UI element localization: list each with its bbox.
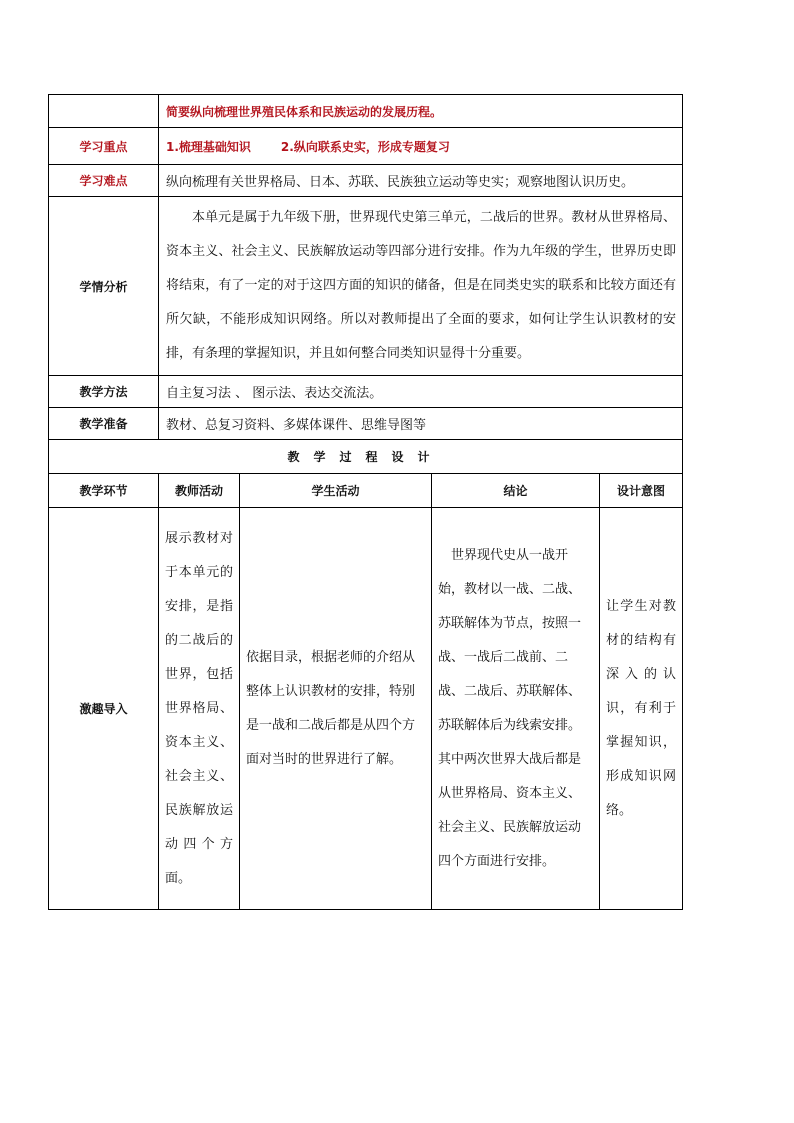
- prep-text: 教材、总复习资料、多媒体课件、思维导图等: [159, 408, 683, 440]
- process-title-row: [49, 440, 683, 474]
- process-header-row: [49, 474, 683, 508]
- prep-label: 教学准备: [49, 408, 159, 440]
- analysis-text: 本单元是属于九年级下册，世界现代史第三单元，二战后的世界。教材从世界格局、资本主义、社会主义、民族解放运动等四部分进行安排。作为九年级的学生，世界历史即将结束，有了一定的对于这四方面的知识的储备，但是在同类史实的联系和比较方面还有所欠缺，不能形成知识网络。所以对教师提出了全面的要求，如何让学生认识教材的安排，有条理的掌握知识，并且如何整合同类知识显得十分重要。: [159, 197, 683, 376]
- column-header-conclusion: 结论: [432, 474, 600, 508]
- column-header-student: 学生活动: [240, 474, 432, 508]
- table-row: [49, 508, 683, 910]
- methods-row: [49, 376, 683, 408]
- goal-text: 简要纵向梳理世界殖民体系和民族运动的发展历程。: [159, 95, 683, 128]
- teacher-activity-cell: 展示教材对于本单元的安排，是指的二战后的世界，包括世界格局、资本主义、社会主义、民族解放运动四个方面。: [159, 508, 240, 910]
- methods-label: 教学方法: [49, 376, 159, 408]
- column-header-stage: 教学环节: [49, 474, 159, 508]
- goal-label: [49, 95, 159, 128]
- student-activity-cell: 依据目录，根据老师的介绍从整体上认识教材的安排，特别是一战和二战后都是从四个方面对当时的世界进行了解。: [240, 508, 432, 910]
- key-points-row: [49, 128, 683, 165]
- column-header-teacher: 教师活动: [159, 474, 240, 508]
- stage-cell: 激趣导入: [49, 508, 159, 910]
- key-point-item: 1.梳理基础知识: [166, 139, 251, 154]
- key-points-list: [159, 128, 683, 165]
- analysis-row: [49, 197, 683, 376]
- process-title: 教学过程设计: [49, 440, 683, 474]
- plan-table: [48, 94, 683, 910]
- difficulty-row: [49, 165, 683, 197]
- difficulty-label: 学习难点: [49, 165, 159, 197]
- goal-row: [49, 95, 683, 128]
- analysis-label: 学情分析: [49, 197, 159, 376]
- methods-text: 自主复习法 、 图示法、表达交流法。: [159, 376, 683, 408]
- lesson-plan-sheet: [48, 94, 682, 910]
- conclusion-cell: 世界现代史从一战开始，教材以一战、二战、苏联解体为节点，按照一战、一战后二战前、二战、二战后、苏联解体、苏联解体后为线索安排。其中两次世界大战后都是从世界格局、资本主义、社会主义、民族解放运动四个方面进行安排。: [432, 508, 600, 910]
- key-point-item: 2.纵向联系史实，形成专题复习: [280, 139, 450, 154]
- prep-row: [49, 408, 683, 440]
- design-intent-cell: 让学生对教材的结构有深入的认识，有利于掌握知识，形成知识网络。: [600, 508, 683, 910]
- difficulty-text: 纵向梳理有关世界格局、日本、苏联、民族独立运动等史实；观察地图认识历史。: [159, 165, 683, 197]
- key-points-label: 学习重点: [49, 128, 159, 165]
- column-header-intent: 设计意图: [600, 474, 683, 508]
